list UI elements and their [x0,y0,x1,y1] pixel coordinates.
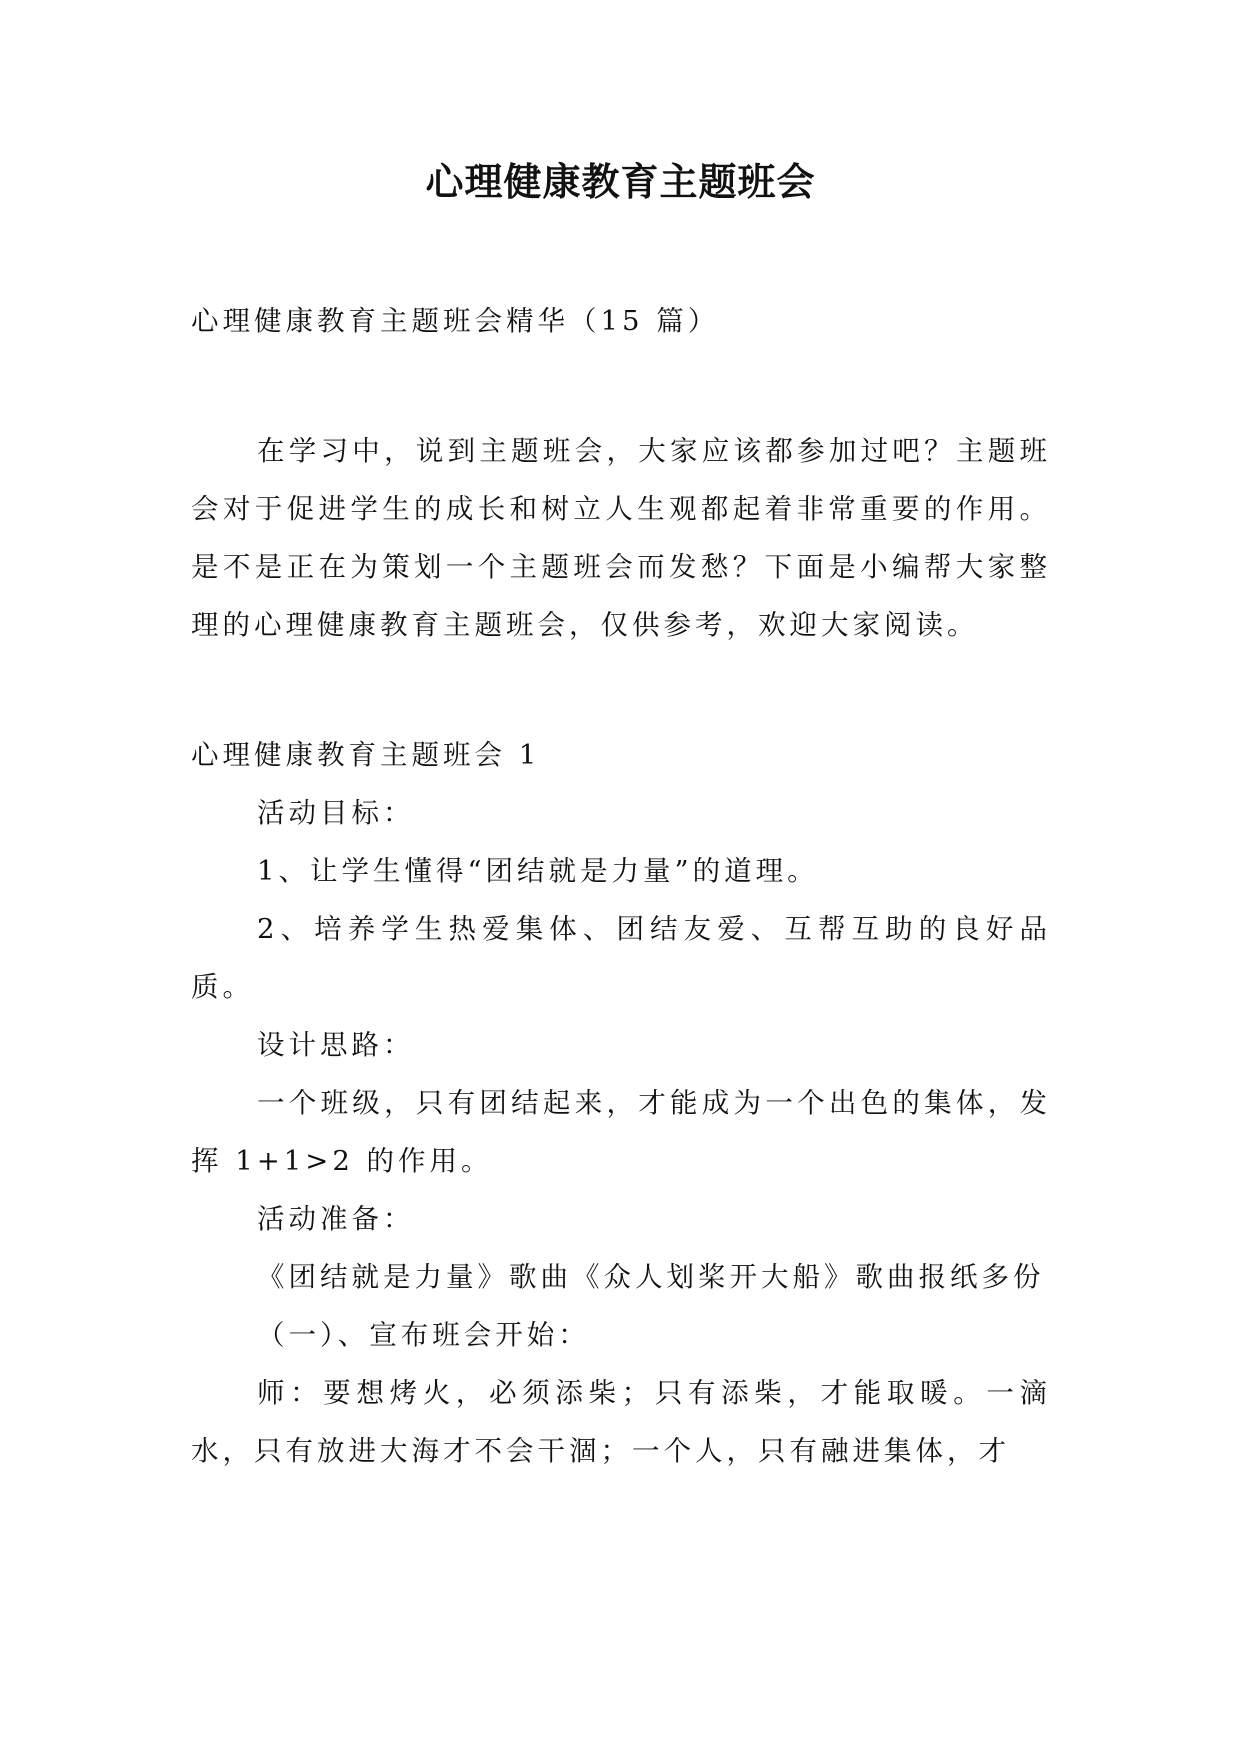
paragraph-teacher-text: 师：要想烤火，必须添柴；只有添柴，才能取暖。一滴水，只有放进大海才不会干涸；一个人，只有融进集体，才 [191,1377,1051,1467]
paragraph-goal-2: 2、培养学生热爱集体、团结友爱、互帮互助的良好品质。 [191,913,1051,1003]
paragraph-design-text: 一个班级，只有团结起来，才能成为一个出色的集体，发挥 1+1>2 的作用。 [191,1087,1051,1177]
paragraph-prep-text: 《团结就是力量》歌曲《众人划桨开大船》歌曲报纸多份 [257,1261,1045,1293]
document-title: 心理健康教育主题班会 [425,159,816,204]
document-subtitle: 心理健康教育主题班会精华（15 篇） [191,305,720,337]
section-heading: 心理健康教育主题班会 1 [191,739,541,771]
paragraph-design-label: 设计思路： [257,1029,415,1061]
paragraph-goal-1: 1、让学生懂得“团结就是力量”的道理。 [257,855,819,887]
intro-paragraph: 在学习中，说到主题班会，大家应该都参加过吧？主题班会对于促进学生的成长和树立人生观都起着非常重要的作用。是不是正在为策划一个主题班会而发愁？下面是小编帮大家整理的心理健康教育主题班会，仅供参考，欢迎大家阅读。 [191,435,1051,641]
paragraph-section-one: （一）、宣布班会开始： [257,1319,590,1351]
paragraph-activity-goal-label: 活动目标： [257,797,415,829]
document-body [191,292,1051,1480]
paragraph-prep-label: 活动准备： [257,1203,415,1235]
